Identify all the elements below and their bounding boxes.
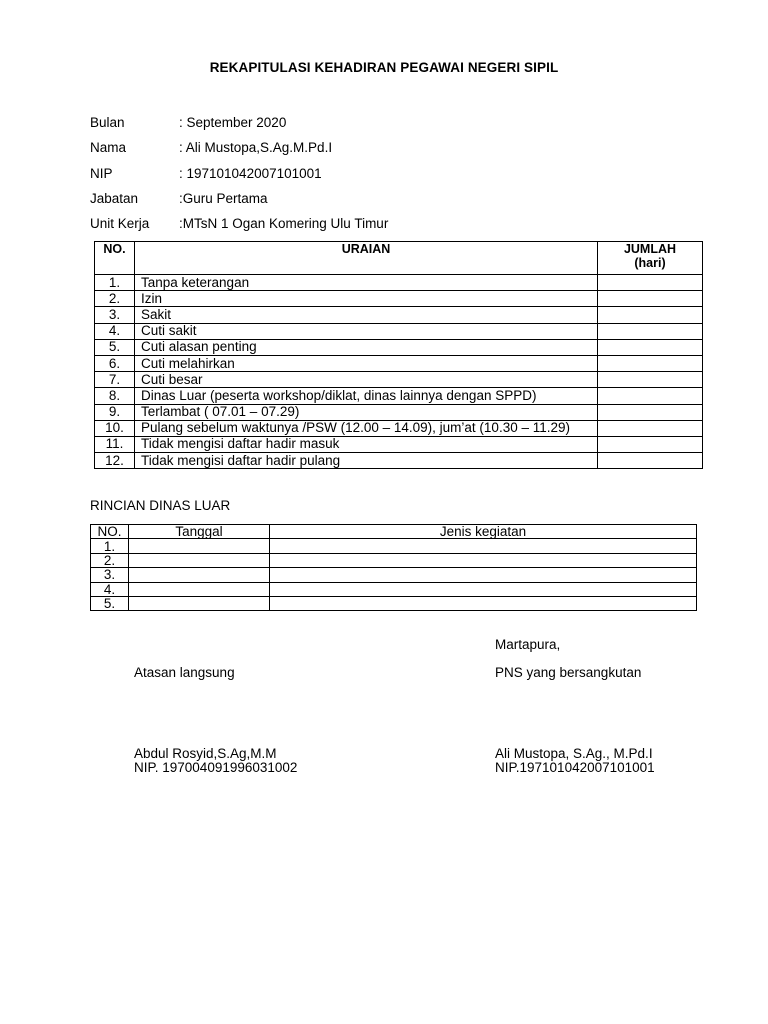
detail-row-date (129, 582, 270, 596)
info-value: : 197101042007101001 (179, 166, 322, 181)
row-count (598, 420, 703, 436)
table-row (95, 355, 703, 371)
detail-header-jenis: Jenis kegiatan (270, 525, 697, 539)
table-row (95, 420, 703, 436)
table-row (95, 323, 703, 339)
header-uraian: URAIAN (135, 242, 598, 275)
table-header-row (95, 242, 703, 275)
header-no: NO. (95, 242, 135, 275)
detail-row-date (129, 568, 270, 582)
info-value: :MTsN 1 Ogan Komering Ulu Timur (179, 216, 389, 231)
detail-row-date (129, 596, 270, 610)
right-signer-nip: NIP.197101042007101001 (495, 760, 655, 775)
detail-row-activity (270, 539, 697, 553)
row-number: 11. (95, 436, 135, 452)
row-description: Cuti alasan penting (135, 339, 598, 355)
detail-header-row (91, 525, 697, 539)
row-number: 1. (95, 275, 135, 291)
left-signer-nip: NIP. 197004091996031002 (134, 760, 298, 775)
info-label: NIP (90, 166, 113, 181)
row-number: 12. (95, 453, 135, 469)
row-number: 10. (95, 420, 135, 436)
row-count (598, 388, 703, 404)
detail-row (91, 596, 697, 610)
row-description: Cuti melahirkan (135, 355, 598, 371)
row-number: 3. (95, 307, 135, 323)
detail-row-number: 4. (91, 582, 129, 596)
detail-row-number: 3. (91, 568, 129, 582)
header-jumlah-label: JUMLAH (623, 242, 677, 256)
row-description: Tanpa keterangan (135, 275, 598, 291)
table-row (95, 436, 703, 452)
row-number: 4. (95, 323, 135, 339)
detail-row-activity (270, 553, 697, 567)
detail-row (91, 553, 697, 567)
detail-header-tanggal: Tanggal (129, 525, 270, 539)
detail-row-number: 5. (91, 596, 129, 610)
row-count (598, 404, 703, 420)
detail-row (91, 582, 697, 596)
section-title: RINCIAN DINAS LUAR (90, 498, 231, 513)
row-count (598, 436, 703, 452)
info-label: Jabatan (90, 191, 139, 206)
row-description: Cuti sakit (135, 323, 598, 339)
row-description: Tidak mengisi daftar hadir masuk (135, 436, 598, 452)
table-row (95, 307, 703, 323)
row-description: Dinas Luar (peserta workshop/diklat, dinas lainnya dengan SPPD) (135, 388, 598, 404)
info-label: Unit Kerja (90, 216, 150, 231)
row-description: Pulang sebelum waktunya /PSW (12.00 – 14.09), jum’at (10.30 – 11.29) (135, 420, 598, 436)
detail-row-date (129, 553, 270, 567)
row-count (598, 307, 703, 323)
header-jumlah (598, 242, 703, 275)
info-value: : Ali Mustopa,S.Ag.M.Pd.I (179, 140, 333, 155)
row-number: 9. (95, 404, 135, 420)
detail-row-date (129, 539, 270, 553)
row-count (598, 372, 703, 388)
table-row (95, 453, 703, 469)
detail-header-no: NO. (91, 525, 129, 539)
left-signer-role: Atasan langsung (134, 665, 235, 680)
table-row (95, 339, 703, 355)
row-number: 8. (95, 388, 135, 404)
row-number: 7. (95, 372, 135, 388)
detail-row-activity (270, 582, 697, 596)
info-value: :Guru Pertama (179, 191, 268, 206)
detail-row (91, 568, 697, 582)
row-count (598, 453, 703, 469)
header-jumlah-unit: (hari) (634, 256, 666, 270)
row-number: 2. (95, 291, 135, 307)
table-row (95, 275, 703, 291)
signature-place: Martapura, (495, 637, 561, 652)
row-number: 6. (95, 355, 135, 371)
detail-row-number: 2. (91, 553, 129, 567)
detail-table (90, 524, 697, 611)
row-number: 5. (95, 339, 135, 355)
left-signer-name: Abdul Rosyid,S.Ag,M.M (134, 746, 277, 761)
row-count (598, 323, 703, 339)
row-description: Izin (135, 291, 598, 307)
row-description: Tidak mengisi daftar hadir pulang (135, 453, 598, 469)
right-signer-role: PNS yang bersangkutan (495, 665, 642, 680)
row-count (598, 355, 703, 371)
detail-row-number: 1. (91, 539, 129, 553)
detail-row (91, 539, 697, 553)
row-count (598, 275, 703, 291)
table-row (95, 372, 703, 388)
row-count (598, 339, 703, 355)
row-description: Sakit (135, 307, 598, 323)
row-description: Cuti besar (135, 372, 598, 388)
table-row (95, 404, 703, 420)
table-row (95, 291, 703, 307)
detail-row-activity (270, 596, 697, 610)
document-title: REKAPITULASI KEHADIRAN PEGAWAI NEGERI SIPIL (209, 60, 559, 75)
info-value: : September 2020 (179, 115, 287, 130)
table-row (95, 388, 703, 404)
row-description: Terlambat ( 07.01 – 07.29) (135, 404, 598, 420)
attendance-table (94, 241, 703, 469)
info-label: Bulan (90, 115, 125, 130)
detail-row-activity (270, 568, 697, 582)
row-count (598, 291, 703, 307)
info-label: Nama (90, 140, 127, 155)
right-signer-name: Ali Mustopa, S.Ag., M.Pd.I (495, 746, 653, 761)
